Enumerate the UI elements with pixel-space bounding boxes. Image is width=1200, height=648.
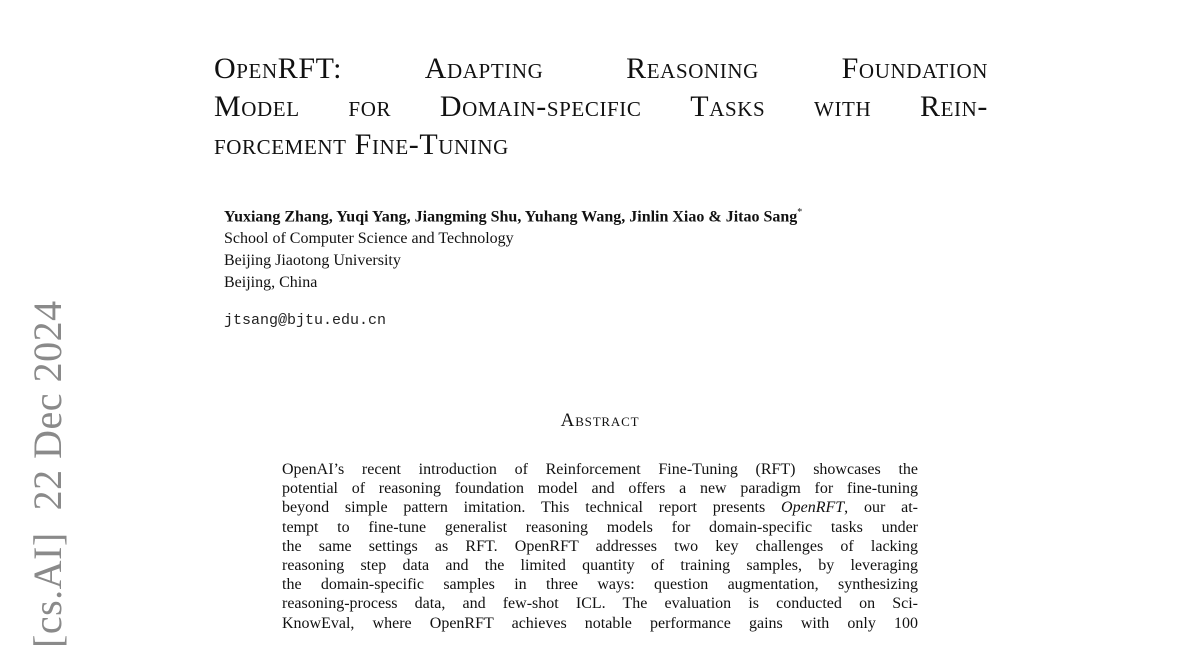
abstract-heading: Abstract <box>560 410 640 431</box>
abstract-text: , our at- <box>844 499 918 517</box>
affiliation-line: Beijing Jiaotong University <box>224 252 401 270</box>
paper-title <box>214 50 988 164</box>
abstract-line: the domain-specific samples in three ways: question augmentation, synthesizing <box>282 576 918 594</box>
arxiv-side-stamp <box>25 300 70 648</box>
author-block <box>224 202 802 294</box>
title-word: Foundation <box>841 52 988 85</box>
title-word: Tasks <box>690 90 766 123</box>
abstract-line: KnowEval, where OpenRFT achieves notable performance gains with only 100 <box>282 614 918 632</box>
title-line-2 <box>214 88 988 126</box>
title-word: for <box>348 90 392 123</box>
title-word: Model <box>214 90 300 123</box>
abstract-line: reasoning-process data, and few-shot ICL. The evaluation is conducted on Sci- <box>282 595 918 613</box>
title-line-1 <box>214 50 988 88</box>
abstract-line: the same settings as RFT. OpenRFT addresses two key challenges of lacking <box>282 537 918 555</box>
arxiv-date: 22 Dec 2024 <box>25 300 70 511</box>
author-names-text: Yuxiang Zhang, Yuqi Yang, Jiangming Shu, Yuhang Wang, Jinlin Xiao & Jitao Sang <box>224 208 798 226</box>
abstract-line: reasoning step data and the limited quantity of training samples, by leveraging <box>282 557 918 575</box>
abstract-body <box>282 460 918 633</box>
abstract-line <box>282 498 918 517</box>
abstract-text: beyond simple pattern imitation. This technical report presents <box>282 499 782 517</box>
abstract-line: tempt to fine-tune generalist reasoning models for domain-specific tasks under <box>282 518 918 536</box>
corresponding-author-mark: * <box>797 207 803 218</box>
abstract-line: potential of reasoning foundation model and offers a new paradigm for fine-tuning <box>282 480 918 498</box>
title-line-3 <box>214 126 988 164</box>
title-word: with <box>814 90 872 123</box>
arxiv-category: [cs.AI] <box>25 532 70 648</box>
abstract-line: OpenAI’s recent introduction of Reinforcement Fine-Tuning (RFT) showcases the <box>282 461 918 478</box>
affiliation-line: School of Computer Science and Technology <box>224 230 514 248</box>
author-names <box>224 202 802 228</box>
title-word: Rein- <box>920 90 988 123</box>
title-word: Reasoning <box>626 52 759 85</box>
title-word: forcement Fine-Tuning <box>214 128 509 161</box>
title-word: Domain-specific <box>439 90 642 123</box>
affiliation-line: Beijing, China <box>224 274 318 292</box>
title-word: OpenRFT: <box>214 52 342 85</box>
author-email: jtsang@bjtu.edu.cn <box>224 312 387 329</box>
system-name-emphasis: OpenRFT <box>781 499 845 517</box>
title-word: Adapting <box>424 52 544 85</box>
